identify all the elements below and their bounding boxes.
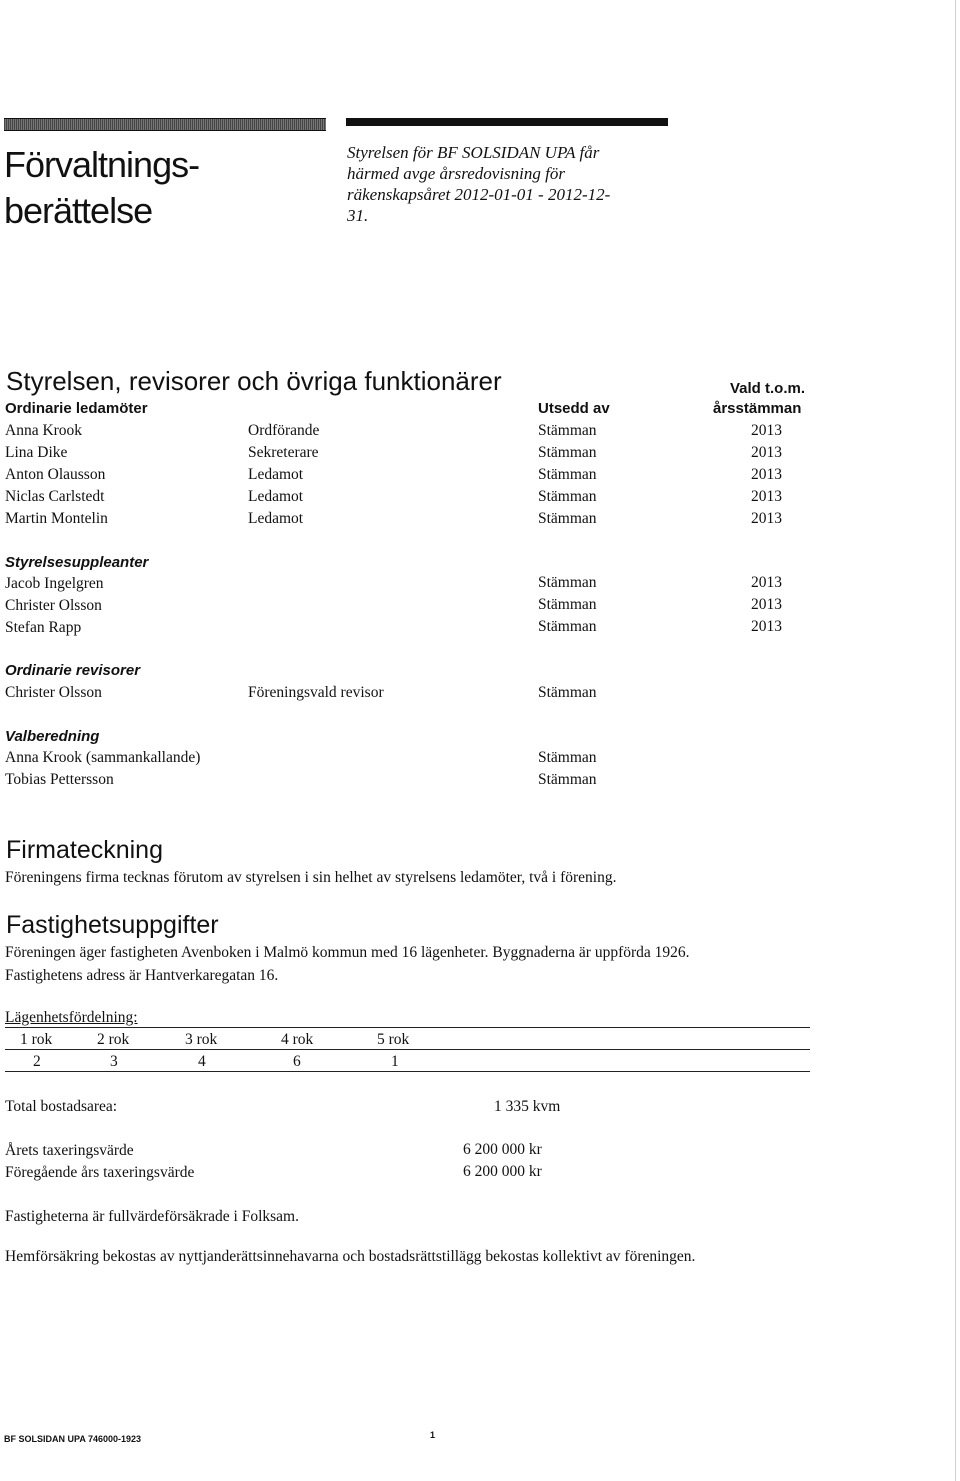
dist-header: 4 rok: [281, 1031, 314, 1048]
intro-line4: 31.: [347, 206, 369, 225]
dist-bottom-rule: [5, 1071, 810, 1072]
nomination-appointed: Stämman: [538, 749, 597, 766]
member-appointed: Stämman: [538, 510, 597, 527]
nomination-appointed: Stämman: [538, 771, 597, 788]
member-until: 2013: [751, 488, 782, 505]
deputy-name: Stefan Rapp: [5, 619, 82, 636]
deputy-appointed: Stämman: [538, 596, 597, 613]
auditor-name: Christer Olsson: [5, 684, 102, 701]
member-until: 2013: [751, 510, 782, 527]
member-appointed: Stämman: [538, 444, 597, 461]
col-elected-head-2: årsstämman: [713, 400, 802, 417]
tax-prev-value: 6 200 000 kr: [463, 1163, 542, 1180]
member-name: Martin Montelin: [5, 510, 108, 527]
member-until: 2013: [751, 466, 782, 483]
dist-value: 4: [198, 1053, 206, 1070]
section-title-nomination: Valberedning: [5, 728, 100, 745]
member-role: Ledamot: [248, 510, 304, 527]
dist-value: 3: [110, 1053, 118, 1070]
nomination-name: Anna Krook (sammankallande): [5, 749, 201, 766]
member-role: Ordförande: [248, 422, 320, 439]
section-title-auditors: Ordinarie revisorer: [5, 662, 141, 679]
member-role: Ledamot: [248, 466, 304, 483]
board-heading: Styrelsen, revisorer och övriga funktionärer: [6, 366, 502, 396]
intro-line3: räkenskapsåret 2012-01-01 - 2012-12-: [347, 185, 611, 204]
home-insurance-text: Hemförsäkring bekostas av nyttjanderättsinnehavarna och bostadsrättstillägg bekostas kollektivt av föreningen.: [5, 1248, 696, 1265]
member-role: Sekreterare: [248, 444, 319, 461]
deputy-appointed: Stämman: [538, 618, 597, 635]
scan-edge: [955, 0, 956, 1481]
dist-header: 1 rok: [20, 1031, 53, 1048]
tax-current-value: 6 200 000 kr: [463, 1141, 542, 1158]
doc-title-line2: berättelse: [4, 190, 153, 231]
member-until: 2013: [751, 422, 782, 439]
deputy-until: 2013: [751, 596, 782, 613]
dist-title: Lägenhetsfördelning:: [5, 1009, 138, 1026]
member-appointed: Stämman: [538, 488, 597, 505]
member-until: 2013: [751, 444, 782, 461]
header-bar-right: [346, 118, 668, 126]
deputy-name: Christer Olsson: [5, 597, 102, 614]
col-elected-head-1: Vald t.o.m.: [730, 380, 806, 397]
tax-current-label: Årets taxeringsvärde: [5, 1142, 134, 1159]
member-name: Anna Krook: [5, 422, 83, 439]
property-line2: Fastighetens adress är Hantverkaregatan 16.: [5, 967, 279, 984]
signing-heading: Firmateckning: [6, 836, 163, 864]
intro-line2: härmed avge årsredovisning för: [347, 164, 565, 183]
footer-page-number: 1: [430, 1430, 436, 1440]
deputy-until: 2013: [751, 618, 782, 635]
dist-top-rule: [5, 1027, 810, 1028]
footer-org: BF SOLSIDAN UPA 746000-1923: [4, 1434, 142, 1444]
area-label: Total bostadsarea:: [5, 1098, 118, 1115]
section-title-deputies: Styrelsesuppleanter: [5, 554, 149, 571]
dist-header: 5 rok: [377, 1031, 410, 1048]
dist-header: 3 rok: [185, 1031, 218, 1048]
deputy-name: Jacob Ingelgren: [5, 575, 104, 592]
dist-value: 6: [293, 1053, 301, 1070]
tax-prev-label: Föregående års taxeringsvärde: [5, 1164, 195, 1181]
signing-text: Föreningens firma tecknas förutom av styrelsen i sin helhet av styrelsens ledamöter, två i förening.: [5, 869, 617, 886]
dist-value: 1: [391, 1053, 399, 1070]
dist-header: 2 rok: [97, 1031, 130, 1048]
member-name: Lina Dike: [5, 444, 68, 461]
header-bar-left: [4, 118, 326, 131]
member-name: Anton Olausson: [5, 466, 106, 483]
col-appointed-head: Utsedd av: [538, 400, 610, 417]
nomination-name: Tobias Pettersson: [5, 771, 114, 788]
member-appointed: Stämman: [538, 466, 597, 483]
dist-value: 2: [33, 1053, 41, 1070]
intro-line1: Styrelsen för BF SOLSIDAN UPA får: [347, 143, 600, 162]
insurance-text: Fastigheterna är fullvärdeförsäkrade i Folksam.: [5, 1208, 299, 1225]
area-value: 1 335 kvm: [494, 1098, 561, 1115]
dist-mid-rule: [5, 1049, 810, 1050]
deputy-appointed: Stämman: [538, 574, 597, 591]
member-appointed: Stämman: [538, 422, 597, 439]
member-role: Ledamot: [248, 488, 304, 505]
auditor-appointed: Stämman: [538, 684, 597, 701]
member-name: Niclas Carlstedt: [5, 488, 105, 505]
property-heading: Fastighetsuppgifter: [6, 911, 219, 939]
section-title-board-members: Ordinarie ledamöter: [5, 400, 148, 417]
property-line1: Föreningen äger fastigheten Avenboken i Malmö kommun med 16 lägenheter. Byggnaderna är uppförda 1926.: [5, 944, 690, 961]
auditor-role: Föreningsvald revisor: [248, 684, 384, 701]
doc-title-line1: Förvaltnings-: [4, 144, 200, 185]
deputy-until: 2013: [751, 574, 782, 591]
